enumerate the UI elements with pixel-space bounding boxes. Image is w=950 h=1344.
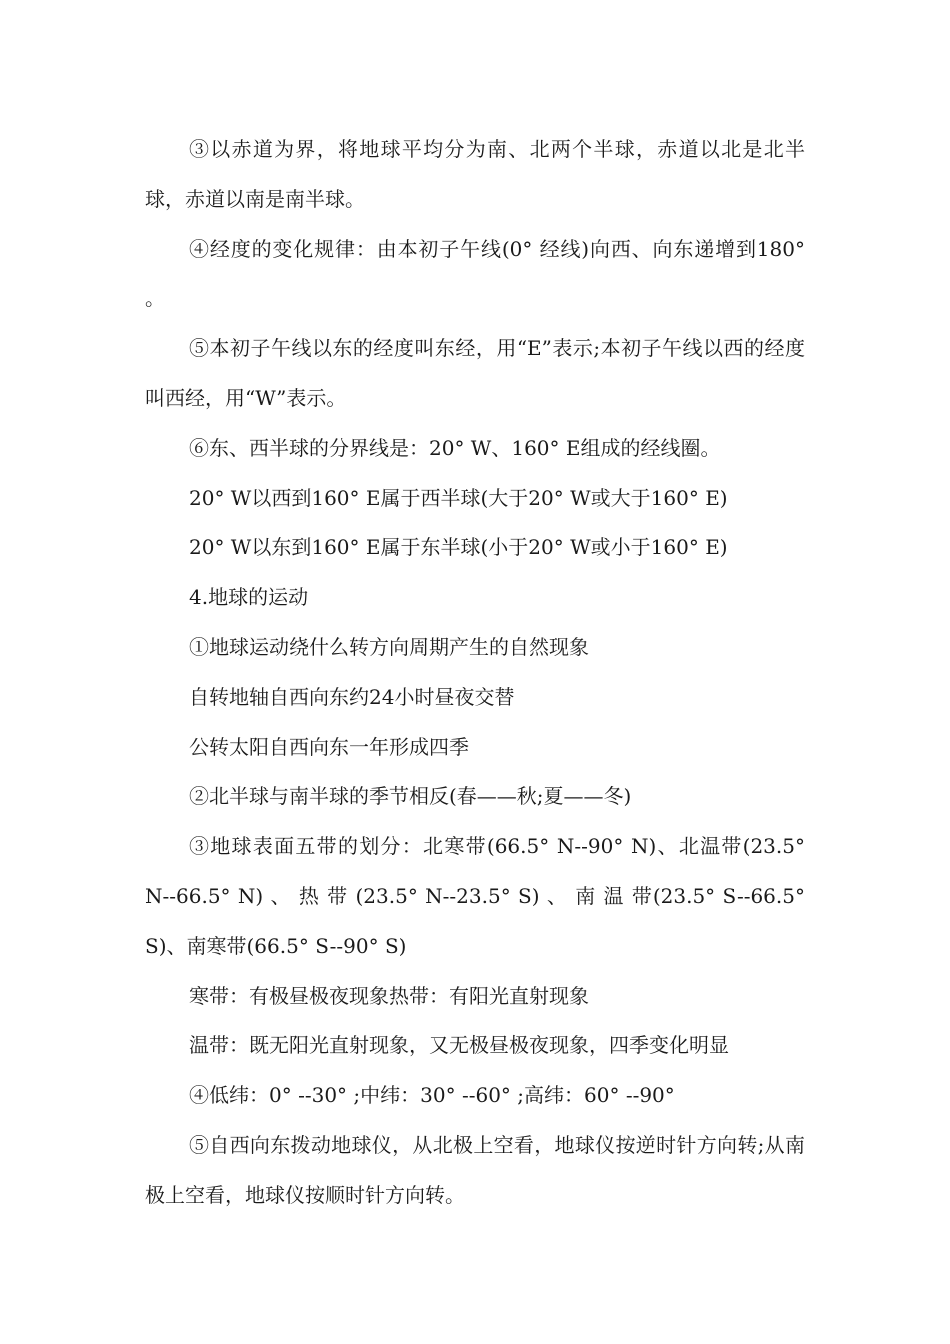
paragraph-longitude-rule: ④经度的变化规律：由本初子午线(0° 经线)向西、向东递增到180° 。 <box>145 236 805 311</box>
paragraph-east-west-longitude: ⑤本初子午线以东的经度叫东经，用“E”表示;本初子午线以西的经度叫西经，用“W”表示。 <box>145 336 805 410</box>
paragraph-revolution: 公转太阳自西向东一年形成四季 <box>189 734 469 759</box>
paragraph-rotation: 自转地轴自西向东约24小时昼夜交替 <box>189 684 515 709</box>
paragraph-five-zones: ③地球表面五带的划分：北寒带(66.5° N--90° N)、北温带(23.5° N--66.5° N) 、 热 带 (23.5° N--23.5° S) 、 南 温 带(23.5° S--66.5° S)、南寒带(66.5° S--90° S) <box>145 834 805 958</box>
paragraph-frigid-tropical: 寒带：有极昼极夜现象热带：有阳光直射现象 <box>189 983 589 1008</box>
paragraph-temperate: 温带：既无阳光直射现象，又无极昼极夜现象，四季变化明显 <box>189 1033 729 1058</box>
paragraph-hemisphere-equator: ③以赤道为界，将地球平均分为南、北两个半球，赤道以北是北半球，赤道以南是南半球。 <box>145 137 805 211</box>
document-page <box>145 125 805 1221</box>
paragraph-western-hemisphere: 20° W以西到160° E属于西半球(大于20° W或大于160° E) <box>189 485 728 510</box>
paragraph-motion-table-header: ①地球运动绕什么转方向周期产生的自然现象 <box>189 634 589 659</box>
paragraph-seasons-opposite: ②北半球与南半球的季节相反(春——秋;夏——冬) <box>189 784 632 809</box>
paragraph-globe-rotation: ⑤自西向东拨动地球仪，从北极上空看，地球仪按逆时针方向转;从南极上空看，地球仪按顺时针方向转。 <box>145 1132 805 1207</box>
paragraph-latitude-bands: ④低纬：0° --30° ;中纬：30° --60° ;高纬：60° --90° <box>189 1083 675 1108</box>
section-heading-earth-motion: 4.地球的运动 <box>189 585 309 610</box>
paragraph-eastern-hemisphere: 20° W以东到160° E属于东半球(小于20° W或小于160° E) <box>189 535 728 560</box>
paragraph-hemisphere-boundary: ⑥东、西半球的分界线是：20° W、160° E组成的经线圈。 <box>189 435 721 460</box>
